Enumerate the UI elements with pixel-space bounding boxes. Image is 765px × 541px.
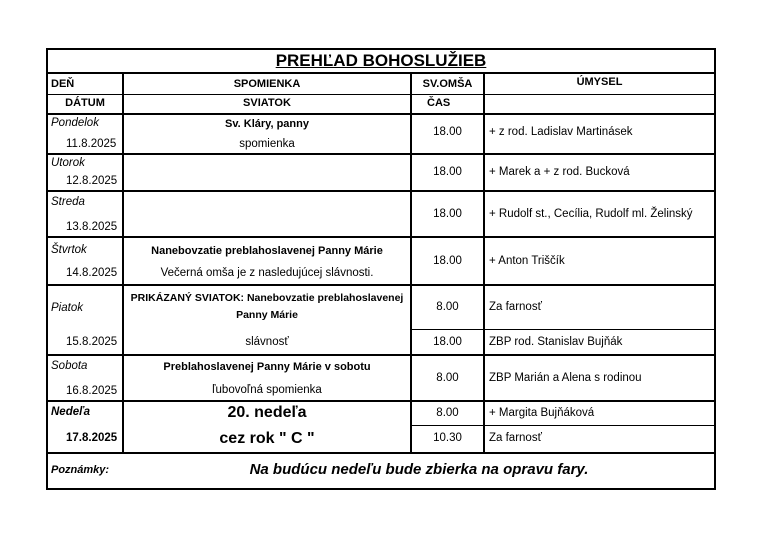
divider (48, 94, 714, 95)
day-name: Utorok (51, 157, 85, 169)
divider (411, 425, 716, 426)
day-name: Sobota (51, 360, 88, 372)
feast-title: Nanebovzatie preblahoslavenej Panny Márie (151, 245, 383, 257)
mass-time: 10.30 (433, 432, 462, 444)
mass-time: 18.00 (433, 336, 462, 348)
day-date: 15.8.2025 (66, 336, 118, 348)
mass-time: 18.00 (433, 208, 462, 220)
mass-intention: ZBP rod. Stanislav Bujňák (489, 336, 623, 348)
mass-time: 18.00 (433, 126, 462, 138)
feast-rank: ľubovoľná spomienka (212, 384, 322, 396)
day-name: Streda (51, 196, 85, 208)
mass-time: 18.00 (433, 166, 462, 178)
mass-intention: + Rudolf st., Cecília, Rudolf ml. Želinský (489, 208, 693, 220)
header-day: DEŇ (51, 78, 75, 90)
day-date: 13.8.2025 (66, 221, 118, 233)
day-date: 12.8.2025 (66, 175, 118, 187)
feast-title: PRIKÁZANÝ SVIATOK: Nanebovzatie preblahoslavenej (130, 292, 404, 304)
day-date: 11.8.2025 (66, 138, 117, 150)
feast-rank: slávnosť (245, 336, 289, 348)
mass-intention: + Marek a + z rod. Bucková (489, 166, 630, 178)
mass-intention: Za farnosť (489, 301, 542, 313)
mass-intention: + Margita Bujňáková (489, 407, 595, 419)
mass-intention: + z rod. Ladislav Martinásek (489, 126, 633, 138)
mass-time: 8.00 (436, 301, 459, 313)
divider (46, 354, 716, 356)
day-date: 16.8.2025 (66, 385, 118, 397)
mass-intention: Za farnosť (489, 432, 542, 444)
header-feast: SVIATOK (243, 97, 291, 109)
divider (46, 284, 716, 286)
day-name: Štvrtok (51, 244, 87, 256)
header-time: ČAS (427, 97, 451, 109)
mass-intention: + Anton Triščík (489, 255, 565, 267)
notes-label: Poznámky: (51, 464, 110, 476)
header-date: DÁTUM (65, 97, 105, 109)
divider (411, 329, 716, 330)
divider (46, 153, 716, 155)
divider (46, 452, 716, 454)
day-date: 17.8.2025 (66, 432, 118, 444)
feast-title: Preblahoslavenej Panny Márie v sobotu (163, 361, 371, 373)
feast-title: 20. nedeľa (227, 404, 307, 421)
feast-note: Večerná omša je z nasledujúcej slávnosti. (160, 267, 374, 279)
divider (46, 400, 716, 402)
table-border-top (46, 48, 716, 50)
header-remembrance: SPOMIENKA (233, 78, 301, 90)
header-intention: ÚMYSEL (576, 76, 623, 88)
feast-rank: cez rok " C " (219, 430, 315, 447)
feast-title-cont: Panny Márie (236, 309, 298, 321)
divider (46, 190, 716, 192)
divider (46, 72, 716, 74)
divider (46, 236, 716, 238)
divider (46, 113, 716, 115)
day-name: Piatok (51, 302, 83, 314)
day-name: Nedeľa (51, 406, 91, 418)
column-divider (483, 73, 485, 453)
page-title: PREHĽAD BOHOSLUŽIEB (275, 51, 487, 70)
table-border-bottom (46, 488, 716, 490)
header-mass: SV.OMŠA (422, 78, 473, 90)
day-name: Pondelok (51, 117, 99, 129)
mass-time: 18.00 (433, 255, 462, 267)
feast-rank: spomienka (239, 138, 295, 150)
notes-text: Na budúcu nedeľu bude zbierka na opravu fary. (249, 461, 589, 478)
mass-time: 8.00 (436, 372, 459, 384)
day-date: 14.8.2025 (66, 267, 118, 279)
mass-intention: ZBP Marián a Alena s rodinou (489, 372, 642, 384)
feast-title: Sv. Kláry, panny (225, 118, 309, 130)
mass-time: 8.00 (436, 407, 459, 419)
